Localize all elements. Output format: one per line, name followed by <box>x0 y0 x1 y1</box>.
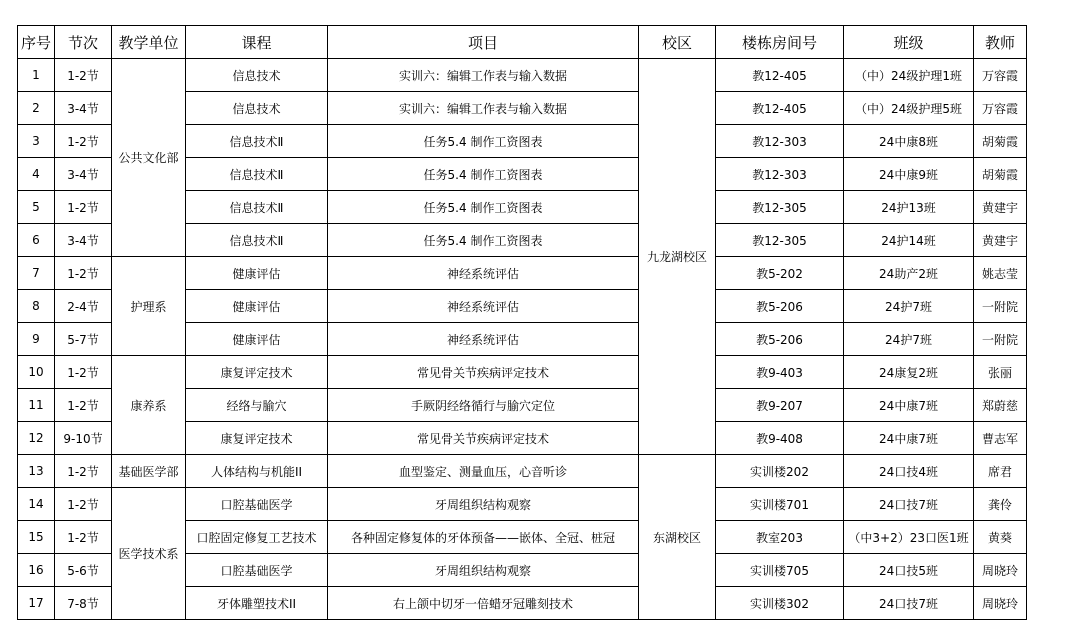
row-number: 10 <box>18 356 55 389</box>
room-cell: 教室203 <box>716 521 844 554</box>
header-unit: 教学单位 <box>112 26 186 59</box>
room-cell: 实训楼701 <box>716 488 844 521</box>
course-cell: 人体结构与机能II <box>186 455 328 488</box>
room-cell: 教5-206 <box>716 323 844 356</box>
table-row <box>18 488 1027 521</box>
class-cell: 24护13班 <box>844 191 974 224</box>
row-number: 6 <box>18 224 55 257</box>
class-cell: 24护7班 <box>844 290 974 323</box>
class-cell: 24护7班 <box>844 323 974 356</box>
header-room: 楼栋房间号 <box>716 26 844 59</box>
period-cell: 2-4节 <box>55 290 112 323</box>
period-cell: 1-2节 <box>55 521 112 554</box>
class-cell: 24中康7班 <box>844 389 974 422</box>
project-cell: 牙周组织结构观察 <box>328 554 639 587</box>
row-number: 1 <box>18 59 55 92</box>
room-cell: 教12-303 <box>716 125 844 158</box>
header-no: 序号 <box>18 26 55 59</box>
project-cell: 手厥阴经络循行与腧穴定位 <box>328 389 639 422</box>
project-cell: 神经系统评估 <box>328 257 639 290</box>
class-cell: 24中康9班 <box>844 158 974 191</box>
room-cell: 实训楼302 <box>716 587 844 620</box>
row-number: 8 <box>18 290 55 323</box>
class-cell: 24中康8班 <box>844 125 974 158</box>
course-cell: 信息技术Ⅱ <box>186 158 328 191</box>
header-period: 节次 <box>55 26 112 59</box>
project-cell: 右上颌中切牙一倍蜡牙冠雕刻技术 <box>328 587 639 620</box>
period-cell: 3-4节 <box>55 224 112 257</box>
teacher-cell: 万容霞 <box>974 59 1027 92</box>
class-cell: 24口技7班 <box>844 488 974 521</box>
class-cell: 24口技7班 <box>844 587 974 620</box>
project-cell: 血型鉴定、测量血压，心音听诊 <box>328 455 639 488</box>
period-cell: 5-7节 <box>55 323 112 356</box>
course-cell: 康复评定技术 <box>186 422 328 455</box>
class-cell: 24中康7班 <box>844 422 974 455</box>
project-cell: 神经系统评估 <box>328 290 639 323</box>
course-cell: 健康评估 <box>186 290 328 323</box>
period-cell: 3-4节 <box>55 158 112 191</box>
header-teacher: 教师 <box>974 26 1027 59</box>
row-number: 16 <box>18 554 55 587</box>
period-cell: 1-2节 <box>55 356 112 389</box>
class-cell: （中）24级护理1班 <box>844 59 974 92</box>
teacher-cell: 姚志莹 <box>974 257 1027 290</box>
project-cell: 神经系统评估 <box>328 323 639 356</box>
teacher-cell: 周晓玲 <box>974 587 1027 620</box>
teaching-unit-cell: 康养系 <box>112 356 186 455</box>
teacher-cell: 郑蔚慈 <box>974 389 1027 422</box>
header-course: 课程 <box>186 26 328 59</box>
row-number: 13 <box>18 455 55 488</box>
period-cell: 1-2节 <box>55 257 112 290</box>
class-cell: （中3+2）23口医1班 <box>844 521 974 554</box>
project-cell: 实训六：编辑工作表与输入数据 <box>328 92 639 125</box>
room-cell: 教5-202 <box>716 257 844 290</box>
project-cell: 任务5.4 制作工资图表 <box>328 224 639 257</box>
teacher-cell: 黄葵 <box>974 521 1027 554</box>
period-cell: 1-2节 <box>55 59 112 92</box>
course-cell: 健康评估 <box>186 323 328 356</box>
room-cell: 教9-408 <box>716 422 844 455</box>
room-cell: 教12-305 <box>716 224 844 257</box>
period-cell: 1-2节 <box>55 455 112 488</box>
room-cell: 教12-405 <box>716 92 844 125</box>
teacher-cell: 黄建宇 <box>974 224 1027 257</box>
course-cell: 信息技术 <box>186 92 328 125</box>
teaching-unit-cell: 医学技术系 <box>112 488 186 620</box>
row-number: 11 <box>18 389 55 422</box>
row-number: 12 <box>18 422 55 455</box>
project-cell: 常见骨关节疾病评定技术 <box>328 356 639 389</box>
row-number: 2 <box>18 92 55 125</box>
course-cell: 信息技术Ⅱ <box>186 224 328 257</box>
period-cell: 1-2节 <box>55 191 112 224</box>
project-cell: 任务5.4 制作工资图表 <box>328 191 639 224</box>
course-cell: 口腔基础医学 <box>186 488 328 521</box>
header-class: 班级 <box>844 26 974 59</box>
teacher-cell: 周晓玲 <box>974 554 1027 587</box>
table-row <box>18 59 1027 92</box>
teacher-cell: 胡菊霞 <box>974 158 1027 191</box>
room-cell: 教9-403 <box>716 356 844 389</box>
class-cell: 24康复2班 <box>844 356 974 389</box>
campus-cell: 东湖校区 <box>639 455 716 620</box>
row-number: 14 <box>18 488 55 521</box>
room-cell: 实训楼705 <box>716 554 844 587</box>
room-cell: 教12-303 <box>716 158 844 191</box>
teacher-cell: 万容霞 <box>974 92 1027 125</box>
row-number: 4 <box>18 158 55 191</box>
room-cell: 教9-207 <box>716 389 844 422</box>
room-cell: 教5-206 <box>716 290 844 323</box>
table-row <box>18 455 1027 488</box>
table-row <box>18 257 1027 290</box>
project-cell: 任务5.4 制作工资图表 <box>328 158 639 191</box>
course-cell: 信息技术 <box>186 59 328 92</box>
row-number: 7 <box>18 257 55 290</box>
class-cell: 24助产2班 <box>844 257 974 290</box>
header-row <box>18 26 1027 59</box>
row-number: 5 <box>18 191 55 224</box>
course-cell: 口腔基础医学 <box>186 554 328 587</box>
project-cell: 任务5.4 制作工资图表 <box>328 125 639 158</box>
period-cell: 3-4节 <box>55 92 112 125</box>
header-campus: 校区 <box>639 26 716 59</box>
class-cell: 24护14班 <box>844 224 974 257</box>
table-row <box>18 356 1027 389</box>
room-cell: 教12-405 <box>716 59 844 92</box>
project-cell: 各种固定修复体的牙体预备——嵌体、全冠、桩冠 <box>328 521 639 554</box>
course-cell: 经络与腧穴 <box>186 389 328 422</box>
period-cell: 9-10节 <box>55 422 112 455</box>
room-cell: 实训楼202 <box>716 455 844 488</box>
period-cell: 1-2节 <box>55 125 112 158</box>
teacher-cell: 黄建宇 <box>974 191 1027 224</box>
teaching-unit-cell: 公共文化部 <box>112 59 186 257</box>
course-cell: 信息技术Ⅱ <box>186 125 328 158</box>
teacher-cell: 席君 <box>974 455 1027 488</box>
row-number: 15 <box>18 521 55 554</box>
row-number: 17 <box>18 587 55 620</box>
room-cell: 教12-305 <box>716 191 844 224</box>
row-number: 3 <box>18 125 55 158</box>
class-cell: 24口技4班 <box>844 455 974 488</box>
teaching-unit-cell: 基础医学部 <box>112 455 186 488</box>
project-cell: 牙周组织结构观察 <box>328 488 639 521</box>
header-project: 项目 <box>328 26 639 59</box>
row-number: 9 <box>18 323 55 356</box>
teacher-cell: 张丽 <box>974 356 1027 389</box>
teacher-cell: 胡菊霞 <box>974 125 1027 158</box>
class-cell: （中）24级护理5班 <box>844 92 974 125</box>
schedule-table <box>17 25 1027 620</box>
course-cell: 口腔固定修复工艺技术 <box>186 521 328 554</box>
teacher-cell: 曹志军 <box>974 422 1027 455</box>
course-cell: 康复评定技术 <box>186 356 328 389</box>
course-cell: 牙体雕塑技术II <box>186 587 328 620</box>
course-cell: 信息技术Ⅱ <box>186 191 328 224</box>
project-cell: 实训六：编辑工作表与输入数据 <box>328 59 639 92</box>
course-cell: 健康评估 <box>186 257 328 290</box>
class-cell: 24口技5班 <box>844 554 974 587</box>
teacher-cell: 一附院 <box>974 290 1027 323</box>
period-cell: 1-2节 <box>55 488 112 521</box>
teacher-cell: 龚伶 <box>974 488 1027 521</box>
project-cell: 常见骨关节疾病评定技术 <box>328 422 639 455</box>
period-cell: 1-2节 <box>55 389 112 422</box>
teacher-cell: 一附院 <box>974 323 1027 356</box>
teaching-unit-cell: 护理系 <box>112 257 186 356</box>
campus-cell: 九龙湖校区 <box>639 59 716 455</box>
period-cell: 5-6节 <box>55 554 112 587</box>
period-cell: 7-8节 <box>55 587 112 620</box>
